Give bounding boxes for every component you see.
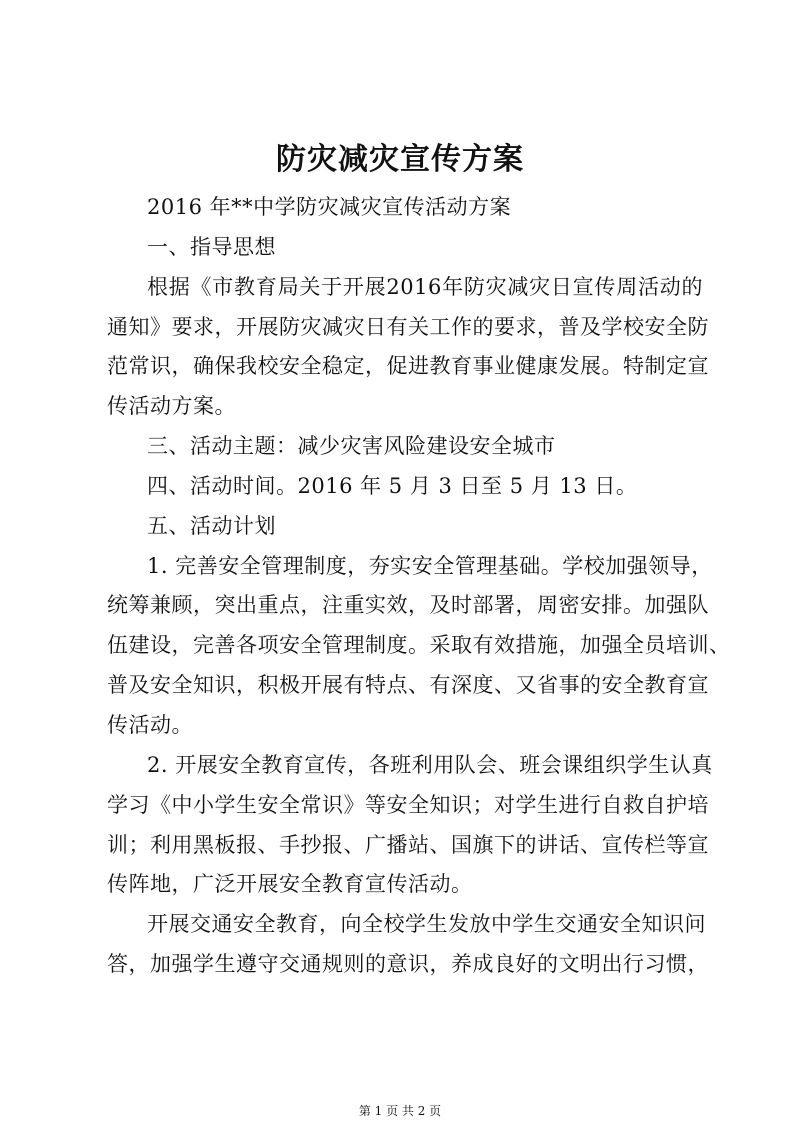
paragraph-line: 四、活动时间。2016 年 5 月 3 日至 5 月 13 日。	[147, 473, 638, 498]
paragraph-line: 答，加强学生遵守交通规则的意识，养成良好的文明出行习惯，	[107, 952, 709, 977]
paragraph-line: 2016 年**中学防灾减灾宣传活动方案	[147, 195, 512, 219]
paragraph-line: 范常识，确保我校安全稳定，促进教育事业健康发展。特制定宣	[107, 354, 709, 379]
paragraph-line: 五、活动计划	[147, 513, 276, 538]
paragraph-line: 1. 完善安全管理制度，夯实安全管理基础。学校加强领导，	[147, 553, 713, 578]
paragraph	[107, 188, 703, 228]
paragraph-line: 根据《市教育局关于开展2016年防灾减灾日宣传周活动的	[147, 274, 703, 299]
paragraph-line: 一、指导思想	[147, 234, 276, 259]
paragraph	[107, 905, 709, 985]
paragraph-line: 普及安全知识，积极开展有特点、有深度、又省事的安全教育宣	[107, 673, 709, 698]
paragraph-line: 训；利用黑板报、手抄报、广播站、国旗下的讲话、宣传栏等宣	[107, 832, 709, 857]
paragraph	[107, 427, 703, 467]
paragraph-line: 通知》要求，开展防灾减灾日有关工作的要求，普及学校安全防	[107, 314, 709, 339]
paragraph-line: 传活动。	[107, 712, 193, 737]
paragraph-line: 传活动方案。	[107, 394, 236, 419]
paragraph-line: 传阵地，广泛开展安全教育宣传活动。	[107, 872, 473, 897]
document-title: 防灾减灾宣传方案	[276, 142, 524, 177]
paragraph-line: 三、活动主题：减少灾害风险建设安全城市	[147, 434, 556, 459]
paragraph-line: 开展交通安全教育，向全校学生发放中学生交通安全知识问	[147, 912, 706, 937]
page-footer: 第 1 页 共 2 页	[358, 1104, 442, 1118]
paragraph-line: 统筹兼顾，突出重点，注重实效，及时部署，周密安排。加强队	[107, 593, 709, 618]
paragraph	[107, 467, 703, 507]
paragraph-line: 伍建设，完善各项安全管理制度。采取有效措施，加强全员培训、	[107, 633, 731, 658]
paragraph-line: 2. 开展安全教育宣传，各班利用队会、班会课组织学生认真	[147, 752, 713, 777]
paragraph	[107, 746, 713, 905]
document-body	[107, 188, 731, 985]
paragraph	[107, 547, 731, 746]
paragraph	[107, 228, 703, 268]
paragraph	[107, 268, 709, 427]
paragraph-line: 学习《中小学生安全常识》等安全知识；对学生进行自救自护培	[107, 792, 709, 817]
paragraph	[107, 507, 703, 547]
